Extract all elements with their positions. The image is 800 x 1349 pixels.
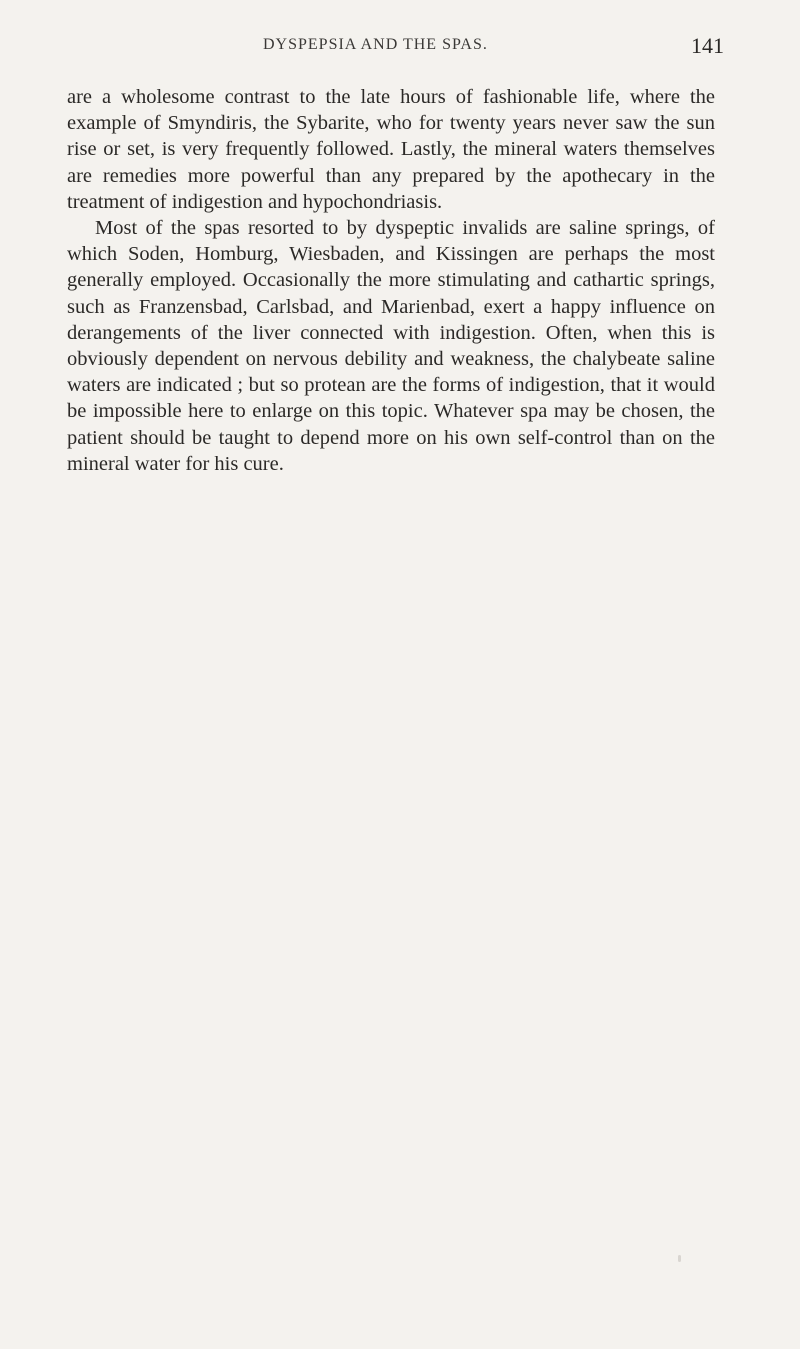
paper-speck [678,1255,681,1262]
running-title: DYSPEPSIA AND THE SPAS. [263,36,488,53]
paragraph-continuation: are a wholesome contrast to the late hours of fashionable life, where the example of Smyndiris, the Sybarite, who for twenty years never saw the sun rise or set, is very frequently followed. Lastly, the mineral waters themselves are remedies more powerful than any prepared by the apothecary in the treatment of indigestion and hypochondriasis. [67,86,715,213]
page-number: 141 [691,33,724,58]
running-head [0,33,800,62]
body-text [67,84,715,477]
paragraph-spas: Most of the spas resorted to by dyspeptic invalids are saline springs, of which Soden, Homburg, Wiesbaden, and Kissingen are perhaps the most generally employed. Occasionally the more stimulating and cathartic springs, such as Franzensbad, Carlsbad, and Marienbad, exert a happy influence on derangements of the liver connected with indigestion. Often, when this is obviously dependent on nervous debility and weakness, the chalybeate saline waters are indicated ; but so protean are the forms of indigestion, that it would be impossible here to enlarge on this topic. Whatever spa may be chosen, the patient should be taught to depend more on his own self-control than on the mineral water for his cure. [67,217,715,475]
